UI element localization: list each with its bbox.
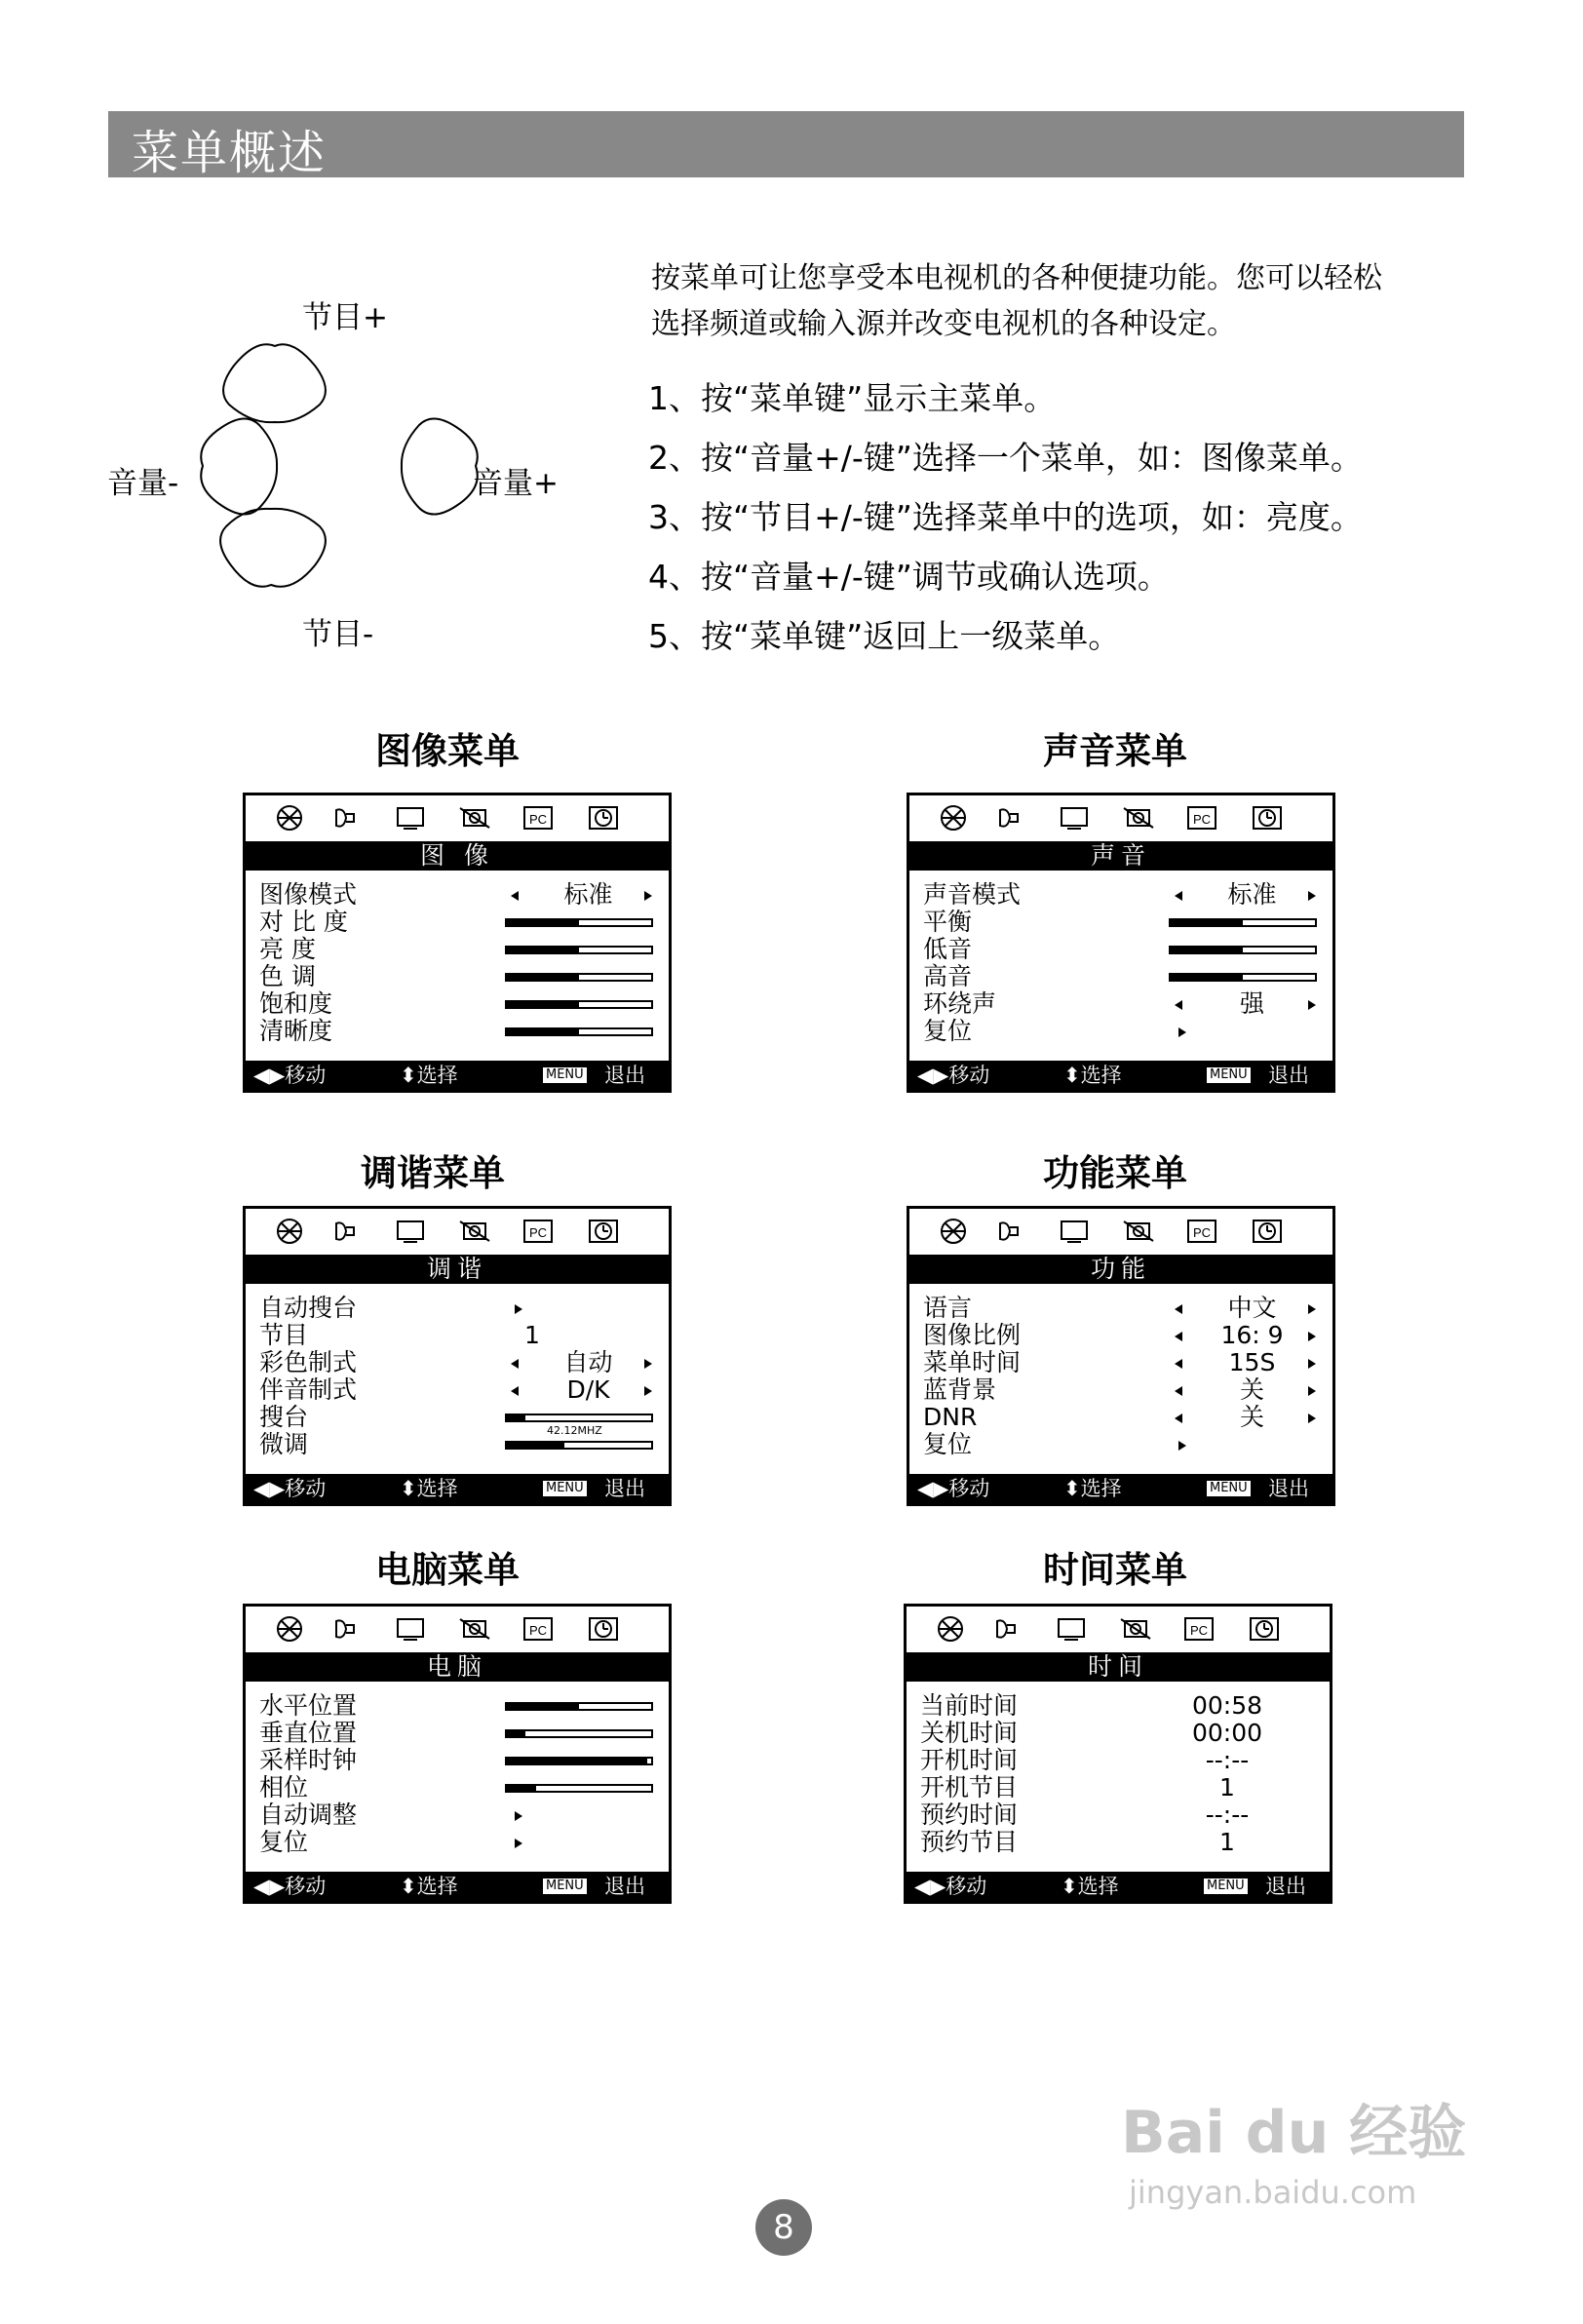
picture-icon[interactable] — [273, 804, 306, 832]
menu-row[interactable] — [923, 1349, 1319, 1376]
page-title: 菜单概述 — [132, 126, 328, 180]
clock-icon[interactable] — [587, 1218, 620, 1245]
clock-icon[interactable] — [1251, 1218, 1284, 1245]
menu-row[interactable] — [259, 1801, 655, 1829]
menu-row-label: 微调 — [259, 1430, 309, 1458]
menu-row-label: 图像模式 — [259, 880, 358, 909]
pc-icon[interactable] — [1182, 1615, 1216, 1643]
menu-row-label: 自动调整 — [259, 1801, 358, 1829]
down-key-shape — [220, 509, 326, 587]
menu-row[interactable] — [259, 1774, 655, 1801]
function-icon[interactable] — [1122, 804, 1155, 832]
level-bar-fill — [1171, 920, 1243, 925]
time-menu-caption: 时间菜单 — [1043, 1549, 1187, 1591]
menu-row[interactable] — [920, 1801, 1316, 1829]
menu-icon-bar — [246, 1209, 669, 1254]
menu-header: 图 像 — [246, 841, 669, 871]
menu-row[interactable] — [259, 963, 655, 990]
level-bar-fill — [507, 948, 579, 952]
level-bar[interactable] — [505, 1784, 653, 1793]
level-bar-fill — [1171, 948, 1243, 952]
select-hint: ⬍选择 — [400, 1875, 458, 1898]
select-hint: ⬍选择 — [1061, 1875, 1119, 1898]
menu-row-value: 中文 — [1227, 1294, 1277, 1322]
intro-line: 选择频道或输入源并改变电视机的各种设定。 — [651, 307, 1236, 341]
menu-row-label: 自动搜台 — [259, 1294, 358, 1322]
sound-icon[interactable] — [328, 1218, 362, 1245]
tuning-menu — [243, 1206, 672, 1506]
svg-text:PC: PC — [1192, 812, 1212, 827]
intro-line: 按菜单可让您享受本电视机的各种便捷功能。您可以轻松 — [651, 261, 1382, 295]
exit-hint: 退出 — [1268, 1477, 1309, 1500]
level-bar-fill — [507, 1786, 536, 1791]
function-menu-caption: 功能菜单 — [1043, 1152, 1187, 1194]
menu-row-label: 色 调 — [259, 962, 316, 990]
picture-menu — [243, 793, 672, 1093]
move-hint: ◀▶移动 — [917, 1477, 990, 1500]
menu-row-label: 开机节目 — [920, 1773, 1019, 1801]
pc-icon[interactable] — [1185, 1218, 1218, 1245]
menu-row-value: 15S — [1228, 1348, 1276, 1376]
left-arrow-icon[interactable] — [511, 891, 519, 901]
right-label: 音量+ — [473, 466, 559, 501]
menu-row[interactable] — [259, 909, 655, 936]
select-hint: ⬍选择 — [400, 1477, 458, 1500]
level-bar[interactable] — [505, 1729, 653, 1738]
menu-row[interactable] — [259, 1322, 655, 1349]
menu-row-label: 复位 — [923, 1017, 973, 1045]
menu-row-value: 1 — [524, 1321, 540, 1349]
right-arrow-icon[interactable] — [1308, 1414, 1316, 1423]
tuning-icon[interactable] — [394, 1218, 427, 1245]
menu-header: 时间 — [907, 1652, 1330, 1682]
picture-icon[interactable] — [273, 1615, 306, 1643]
svg-text:PC: PC — [528, 1225, 548, 1240]
level-bar-fill — [507, 975, 579, 980]
menu-icon-bar — [246, 1607, 669, 1651]
menu-footer — [907, 1872, 1330, 1901]
pc-menu — [243, 1604, 672, 1904]
left-arrow-icon[interactable] — [1175, 891, 1182, 901]
level-bar-fill — [1171, 975, 1243, 980]
menu-row[interactable] — [259, 1431, 655, 1458]
exit-hint: 退出 — [1265, 1875, 1306, 1898]
menu-row-label: 复位 — [923, 1430, 973, 1458]
clock-icon[interactable] — [1248, 1615, 1281, 1643]
remote-diagram — [107, 288, 575, 663]
menu-footer — [246, 1872, 669, 1901]
pc-icon[interactable] — [1185, 804, 1218, 832]
menu-row-label: 水平位置 — [259, 1691, 358, 1720]
menu-row-value: D/K — [566, 1375, 610, 1404]
up-key-shape — [223, 344, 326, 422]
select-hint: ⬍选择 — [1063, 1477, 1122, 1500]
menu-row[interactable] — [259, 1295, 655, 1322]
menu-row[interactable] — [923, 909, 1319, 936]
picture-icon[interactable] — [937, 1218, 970, 1245]
menu-row[interactable] — [259, 1829, 655, 1856]
menu-icon-bar — [909, 795, 1332, 840]
level-bar-fill — [507, 920, 579, 925]
clock-icon[interactable] — [587, 804, 620, 832]
sound-icon[interactable] — [992, 1218, 1025, 1245]
menu-key-badge: MENU — [543, 1067, 587, 1083]
menu-row[interactable] — [923, 990, 1319, 1018]
function-icon[interactable] — [458, 1218, 491, 1245]
level-bar[interactable] — [505, 1000, 653, 1009]
menu-row-value: 1 — [1219, 1828, 1235, 1856]
function-icon[interactable] — [1119, 1615, 1152, 1643]
menu-row[interactable] — [920, 1720, 1316, 1747]
left-arrow-icon[interactable] — [511, 1386, 519, 1396]
select-hint: ⬍选择 — [1063, 1064, 1122, 1087]
level-bar[interactable] — [505, 1414, 653, 1422]
menu-row-value: 16: 9 — [1220, 1321, 1284, 1349]
menu-row[interactable] — [259, 1720, 655, 1747]
frequency-readout: 42.12MHZ — [547, 1424, 602, 1437]
menu-row-value: 关 — [1239, 1375, 1264, 1404]
menu-row-label: 低音 — [923, 935, 973, 963]
right-arrow-icon[interactable] — [1308, 1304, 1316, 1314]
left-arrow-icon[interactable] — [1175, 1000, 1182, 1010]
menu-row-label: 语言 — [923, 1294, 973, 1322]
left-arrow-icon[interactable] — [1175, 1414, 1182, 1423]
function-icon[interactable] — [458, 1615, 491, 1643]
left-arrow-icon[interactable] — [1175, 1359, 1182, 1369]
intro-text — [651, 255, 1480, 347]
tuning-icon[interactable] — [1058, 804, 1091, 832]
menu-row[interactable] — [259, 936, 655, 963]
level-bar[interactable] — [505, 973, 653, 982]
menu-row[interactable] — [923, 1431, 1319, 1458]
svg-text:PC: PC — [1192, 1225, 1212, 1240]
right-key-shape — [402, 418, 478, 514]
level-bar-fill — [507, 1415, 525, 1420]
menu-row-label: DNR — [923, 1403, 978, 1431]
menu-row[interactable] — [923, 1376, 1319, 1404]
menu-row[interactable] — [259, 990, 655, 1018]
menu-row[interactable] — [923, 936, 1319, 963]
left-key-shape — [201, 418, 277, 514]
menu-key-badge: MENU — [1204, 1879, 1248, 1894]
menu-row-label: 亮 度 — [259, 935, 316, 963]
menu-footer — [909, 1061, 1332, 1090]
watermark-logo: Bai du 经验 — [1121, 2099, 1467, 2167]
right-arrow-icon[interactable] — [1308, 1359, 1316, 1369]
menu-row-value: 关 — [1239, 1403, 1264, 1431]
level-bar-fill — [507, 1731, 525, 1736]
section-banner — [108, 111, 1464, 180]
up-label: 节目+ — [302, 300, 388, 335]
menu-row-value: 标准 — [1227, 880, 1277, 909]
step-item: 1、按“菜单键”显示主菜单。 — [648, 379, 1057, 417]
time-menu — [904, 1604, 1332, 1904]
menu-row-label: 对 比 度 — [259, 908, 348, 936]
menu-row-label: 声音模式 — [923, 880, 1022, 909]
level-bar[interactable] — [505, 1702, 653, 1711]
pc-icon[interactable] — [521, 1615, 555, 1643]
menu-row[interactable] — [259, 1747, 655, 1774]
enter-arrow-icon[interactable] — [515, 1839, 522, 1848]
picture-icon[interactable] — [934, 1615, 967, 1643]
select-hint: ⬍选择 — [400, 1064, 458, 1087]
right-arrow-icon[interactable] — [1308, 1000, 1316, 1010]
menu-row[interactable] — [923, 1295, 1319, 1322]
step-item: 5、按“菜单键”返回上一级菜单。 — [648, 617, 1121, 655]
menu-row-value: 自动 — [563, 1348, 613, 1376]
exit-hint: 退出 — [604, 1477, 645, 1500]
move-hint: ◀▶移动 — [253, 1477, 327, 1500]
menu-row-value: 1 — [1219, 1773, 1235, 1801]
menu-row-label: 相位 — [259, 1773, 309, 1801]
menu-row-value: --:-- — [1205, 1801, 1250, 1829]
clock-icon[interactable] — [587, 1615, 620, 1643]
menu-row-value: --:-- — [1205, 1746, 1250, 1774]
menu-row-label: 垂直位置 — [259, 1719, 358, 1747]
right-arrow-icon[interactable] — [644, 1386, 652, 1396]
menu-rows — [923, 881, 1319, 1045]
sound-icon[interactable] — [328, 1615, 362, 1643]
function-icon[interactable] — [458, 804, 491, 832]
sound-menu — [907, 793, 1335, 1093]
level-bar-fill — [507, 1002, 579, 1007]
enter-arrow-icon[interactable] — [1178, 1441, 1186, 1451]
menu-row[interactable] — [923, 1018, 1319, 1045]
menu-key-badge: MENU — [1207, 1481, 1251, 1496]
enter-arrow-icon[interactable] — [515, 1304, 522, 1314]
level-bar[interactable] — [505, 1441, 653, 1450]
pc-icon[interactable] — [521, 804, 555, 832]
menu-row-label: 采样时钟 — [259, 1746, 358, 1774]
menu-row-label: 预约时间 — [920, 1801, 1019, 1829]
menu-row[interactable] — [259, 1376, 655, 1404]
menu-row[interactable] — [259, 1692, 655, 1720]
menu-header: 电脑 — [246, 1652, 669, 1682]
level-bar-fill — [507, 1029, 579, 1034]
left-arrow-icon[interactable] — [511, 1359, 519, 1369]
exit-hint: 退出 — [1268, 1064, 1309, 1087]
picture-icon[interactable] — [937, 804, 970, 832]
menu-row-label: 关机时间 — [920, 1719, 1019, 1747]
menu-row[interactable] — [923, 1322, 1319, 1349]
svg-text:PC: PC — [528, 812, 548, 827]
enter-arrow-icon[interactable] — [1178, 1027, 1186, 1037]
menu-row[interactable] — [923, 881, 1319, 909]
left-arrow-icon[interactable] — [1175, 1304, 1182, 1314]
level-bar-fill — [507, 1759, 647, 1763]
level-bar[interactable] — [505, 946, 653, 954]
menu-icon-bar — [246, 795, 669, 840]
function-menu — [907, 1206, 1335, 1506]
menu-row-label: 预约节目 — [920, 1828, 1019, 1856]
menu-row-label: 节目 — [259, 1321, 309, 1349]
steps-list — [648, 368, 1363, 666]
menu-icon-bar — [909, 1209, 1332, 1254]
menu-header: 声音 — [909, 841, 1332, 871]
menu-row-label: 环绕声 — [923, 989, 997, 1018]
move-hint: ◀▶移动 — [914, 1875, 987, 1898]
menu-icon-bar — [907, 1607, 1330, 1651]
menu-key-badge: MENU — [543, 1879, 587, 1894]
sound-icon[interactable] — [992, 804, 1025, 832]
menu-row-label: 开机时间 — [920, 1746, 1019, 1774]
menu-row-label: 清晰度 — [259, 1017, 333, 1045]
page-number: 8 — [755, 2199, 812, 2256]
menu-row-label: 复位 — [259, 1828, 309, 1856]
menu-rows — [259, 881, 655, 1045]
exit-hint: 退出 — [604, 1875, 645, 1898]
step-item: 2、按“音量+/-键”选择一个菜单，如：图像菜单。 — [648, 439, 1363, 477]
menu-row-label: 高音 — [923, 962, 973, 990]
function-icon[interactable] — [1122, 1218, 1155, 1245]
menu-row-label: 当前时间 — [920, 1691, 1019, 1720]
menu-rows — [259, 1295, 655, 1458]
menu-row[interactable] — [259, 1403, 655, 1437]
move-hint: ◀▶移动 — [253, 1875, 327, 1898]
step-item: 4、按“音量+/-键”调节或确认选项。 — [648, 558, 1170, 596]
sound-icon[interactable] — [989, 1615, 1023, 1643]
picture-icon[interactable] — [273, 1218, 306, 1245]
move-hint: ◀▶移动 — [253, 1064, 327, 1087]
menu-row-value: 强 — [1239, 989, 1264, 1018]
level-bar[interactable] — [505, 918, 653, 927]
menu-row-label: 彩色制式 — [259, 1348, 358, 1376]
move-hint: ◀▶移动 — [917, 1064, 990, 1087]
menu-row-label: 搜台 — [259, 1403, 309, 1431]
menu-row-value: 标准 — [563, 880, 613, 909]
menu-row-value: 00:58 — [1191, 1691, 1263, 1720]
tuning-icon[interactable] — [1058, 1218, 1091, 1245]
step-item: 3、按“节目+/-键”选择菜单中的选项，如：亮度。 — [648, 498, 1363, 536]
watermark-url: jingyan.baidu.com — [1129, 2174, 1417, 2211]
menu-row[interactable] — [920, 1774, 1316, 1801]
menu-row-label: 饱和度 — [259, 989, 333, 1018]
level-bar[interactable] — [1169, 973, 1317, 982]
level-bar[interactable] — [505, 1757, 653, 1765]
level-bar[interactable] — [1169, 946, 1317, 954]
tuning-icon[interactable] — [394, 804, 427, 832]
menu-row[interactable] — [920, 1829, 1316, 1856]
tuning-icon[interactable] — [394, 1615, 427, 1643]
menu-row[interactable] — [920, 1692, 1316, 1720]
right-arrow-icon[interactable] — [1308, 1386, 1316, 1396]
menu-row-label: 平衡 — [923, 908, 973, 936]
svg-text:PC: PC — [1189, 1623, 1209, 1638]
menu-rows — [923, 1295, 1319, 1458]
menu-footer — [909, 1474, 1332, 1503]
right-arrow-icon[interactable] — [644, 891, 652, 901]
menu-row-label: 菜单时间 — [923, 1348, 1022, 1376]
svg-text:PC: PC — [528, 1623, 548, 1638]
menu-header: 功能 — [909, 1255, 1332, 1284]
menu-row-label: 伴音制式 — [259, 1375, 358, 1404]
left-label: 音量- — [107, 466, 179, 501]
menu-row[interactable] — [920, 1747, 1316, 1774]
menu-row-label: 图像比例 — [923, 1321, 1022, 1349]
pc-menu-caption: 电脑菜单 — [375, 1549, 520, 1591]
menu-rows — [259, 1692, 655, 1856]
tuning-menu-caption: 调谐菜单 — [361, 1152, 505, 1194]
right-arrow-icon[interactable] — [644, 1359, 652, 1369]
picture-menu-caption: 图像菜单 — [375, 730, 520, 772]
menu-rows — [920, 1692, 1316, 1856]
menu-row[interactable] — [923, 963, 1319, 990]
menu-footer — [246, 1474, 669, 1503]
left-arrow-icon[interactable] — [1175, 1386, 1182, 1396]
menu-key-badge: MENU — [543, 1481, 587, 1496]
menu-row[interactable] — [259, 881, 655, 909]
level-bar[interactable] — [505, 1027, 653, 1036]
exit-hint: 退出 — [604, 1064, 645, 1087]
left-arrow-icon[interactable] — [1175, 1332, 1182, 1341]
menu-header: 调谐 — [246, 1255, 669, 1284]
down-label: 节目- — [302, 617, 374, 652]
menu-row-label: 蓝背景 — [923, 1375, 997, 1404]
right-arrow-icon[interactable] — [1308, 891, 1316, 901]
sound-icon[interactable] — [328, 804, 362, 832]
menu-row-value: 00:00 — [1191, 1719, 1263, 1747]
level-bar-fill — [507, 1443, 564, 1448]
tuning-icon[interactable] — [1055, 1615, 1088, 1643]
menu-row[interactable] — [259, 1018, 655, 1045]
right-arrow-icon[interactable] — [1308, 1332, 1316, 1341]
pc-icon[interactable] — [521, 1218, 555, 1245]
clock-icon[interactable] — [1251, 804, 1284, 832]
menu-row[interactable] — [259, 1349, 655, 1376]
menu-row[interactable] — [923, 1404, 1319, 1431]
level-bar[interactable] — [1169, 918, 1317, 927]
level-bar-fill — [507, 1704, 579, 1709]
enter-arrow-icon[interactable] — [515, 1811, 522, 1821]
menu-footer — [246, 1061, 669, 1090]
menu-key-badge: MENU — [1207, 1067, 1251, 1083]
sound-menu-caption: 声音菜单 — [1043, 730, 1187, 772]
